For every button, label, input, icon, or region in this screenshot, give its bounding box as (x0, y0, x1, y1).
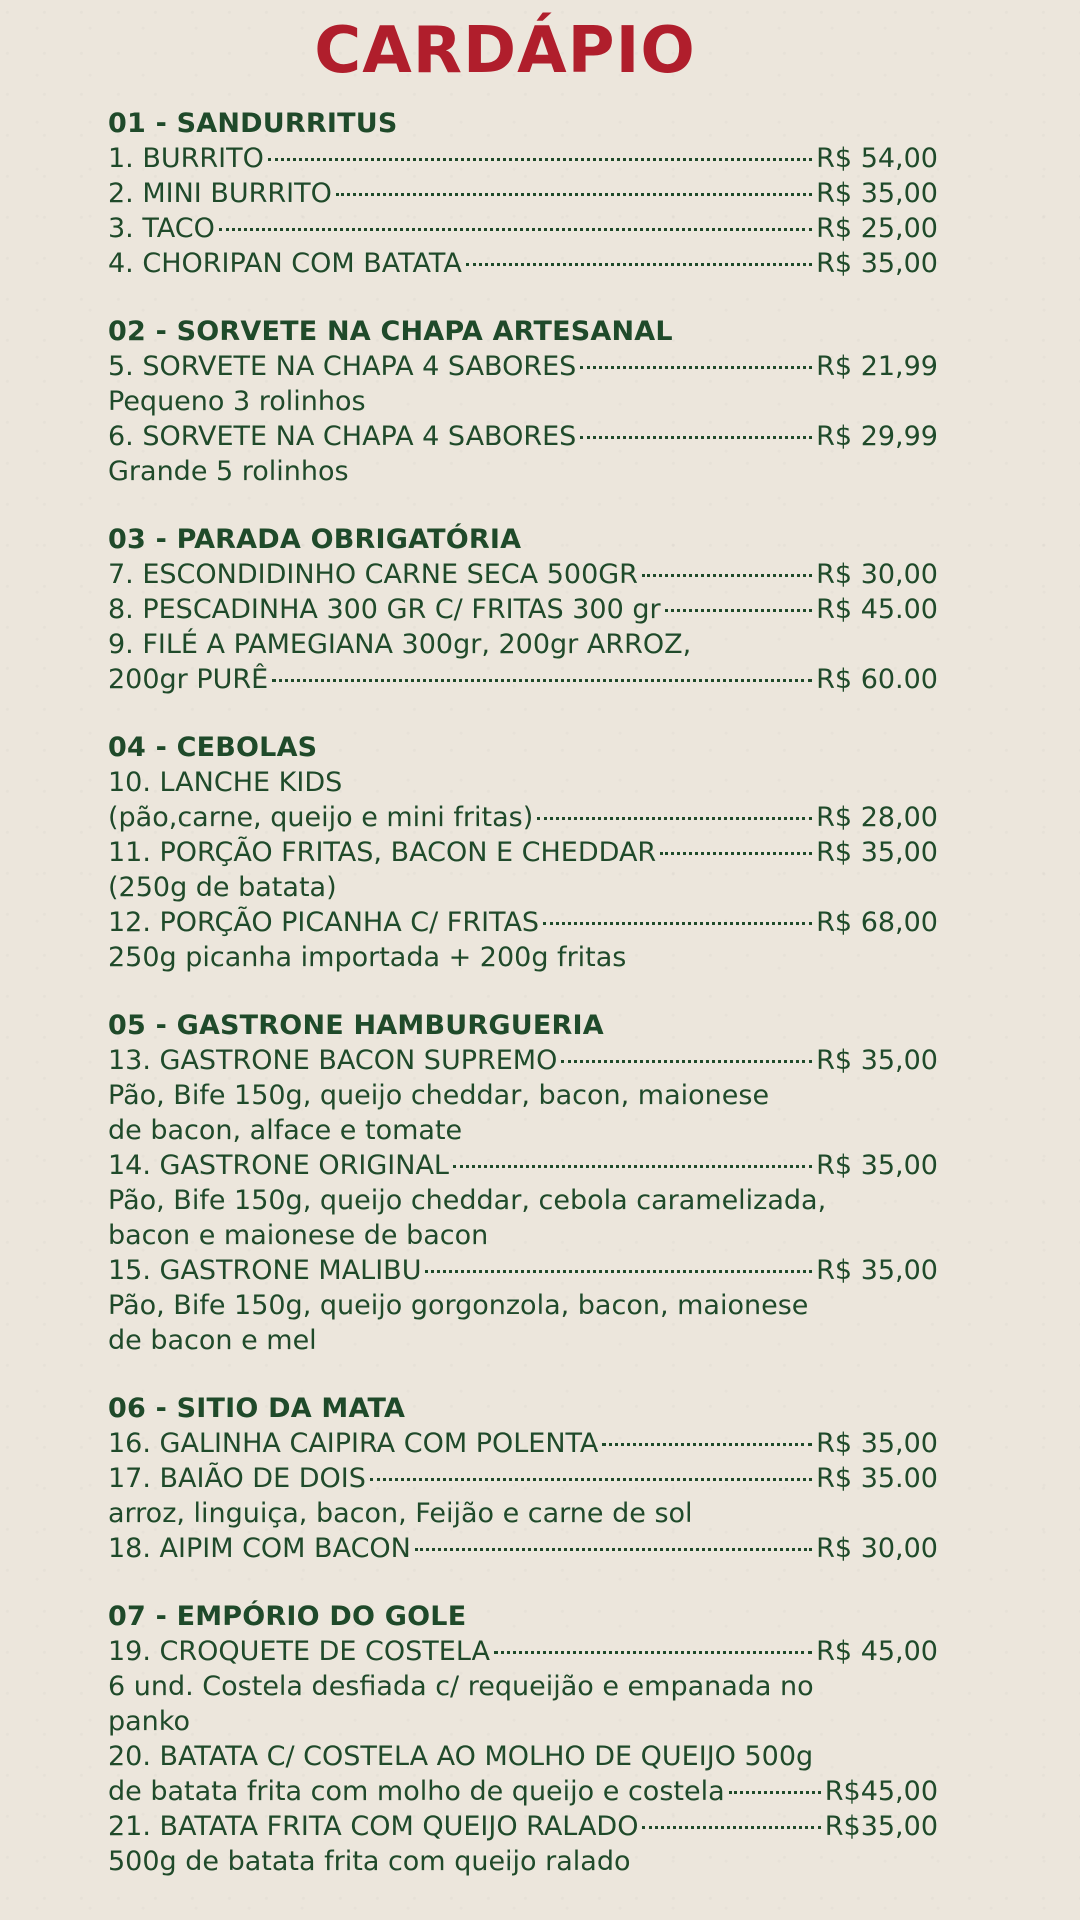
item-price: R$ 45,00 (816, 1636, 938, 1667)
item-price: R$35,00 (824, 1811, 938, 1842)
dot-leader (729, 1791, 821, 1794)
item-name: 2. MINI BURRITO (108, 178, 332, 209)
item-price: R$ 54,00 (816, 143, 938, 174)
dot-leader (415, 1548, 812, 1551)
item-price: R$ 35,00 (816, 178, 938, 209)
item-price: R$ 35,00 (816, 837, 938, 868)
dot-leader (466, 263, 812, 266)
item-name: 21. BATATA FRITA COM QUEIJO RALADO (108, 1811, 639, 1842)
dot-leader (370, 1478, 812, 1481)
item-description: (250g de batata) (108, 872, 337, 903)
dot-leader (272, 679, 812, 682)
item-description: de bacon, alface e tomate (108, 1115, 463, 1146)
item-price: R$ 35,00 (816, 1150, 938, 1181)
dot-leader (453, 1165, 812, 1168)
item-price: R$ 30,00 (816, 1533, 938, 1564)
item-name: 14. GASTRONE ORIGINAL (108, 1150, 449, 1181)
menu-item (108, 1461, 938, 1496)
item-price: R$ 28,00 (816, 802, 938, 833)
item-name: 8. PESCADINHA 300 GR C/ FRITAS 300 gr (108, 594, 661, 625)
item-description: 250g picanha importada + 200g fritas (108, 942, 627, 973)
dot-leader (268, 158, 812, 161)
menu-section (108, 522, 938, 697)
menu-item (108, 1809, 938, 1844)
item-price: R$ 68,00 (816, 907, 938, 938)
item-name: 13. GASTRONE BACON SUPREMO (108, 1045, 558, 1076)
item-price: R$ 35,00 (816, 1045, 938, 1076)
dot-leader (665, 609, 813, 612)
item-description: arroz, linguiça, bacon, Feijão e carne de sol (108, 1498, 693, 1529)
item-name: 1. BURRITO (108, 143, 264, 174)
dot-leader (580, 366, 812, 369)
menu-item (108, 141, 938, 176)
item-name: 11. PORÇÃO FRITAS, BACON E CHEDDAR (108, 837, 657, 868)
item-description: 20. BATATA C/ COSTELA AO MOLHO DE QUEIJO 500g (108, 1741, 814, 1772)
menu-section (108, 730, 938, 975)
section-heading: 05 - GASTRONE HAMBURGUERIA (108, 1010, 604, 1041)
dot-leader (425, 1270, 812, 1273)
item-name: 5. SORVETE NA CHAPA 4 SABORES (108, 351, 577, 382)
item-price: R$ 25,00 (816, 213, 938, 244)
item-name: 200gr PURÊ (108, 664, 269, 695)
menu-item (108, 557, 938, 592)
item-price: R$ 60.00 (816, 664, 938, 695)
item-name: 12. PORÇÃO PICANHA C/ FRITAS (108, 907, 540, 938)
item-description: de bacon e mel (108, 1325, 317, 1356)
menu-item (108, 176, 938, 211)
dot-leader (642, 574, 812, 577)
item-name: 18. AIPIM COM BACON (108, 1533, 411, 1564)
item-price: R$ 35,00 (816, 1428, 938, 1459)
item-description: Pão, Bife 150g, queijo gorgonzola, bacon, maionese (108, 1290, 809, 1321)
item-price: R$ 35,00 (816, 248, 938, 279)
menu-item (108, 349, 938, 384)
item-price: R$45,00 (824, 1776, 938, 1807)
dot-leader (642, 1826, 820, 1829)
item-price: R$ 21,99 (816, 351, 938, 382)
item-description: Pequeno 3 rolinhos (108, 386, 366, 417)
menu-item (108, 1426, 938, 1461)
dot-leader (580, 436, 812, 439)
dot-leader (602, 1443, 812, 1446)
menu-item (108, 800, 938, 835)
dot-leader (494, 1651, 812, 1654)
menu-section (108, 314, 938, 489)
menu-section (108, 1599, 938, 1879)
dot-leader (336, 193, 812, 196)
item-description: Pão, Bife 150g, queijo cheddar, bacon, maionese (108, 1080, 770, 1111)
item-description: 500g de batata frita com queijo ralado (108, 1846, 631, 1877)
menu-section (108, 1008, 938, 1358)
menu-item (108, 1634, 938, 1669)
menu-section (108, 1391, 938, 1566)
menu-item (108, 662, 938, 697)
menu-item (108, 905, 938, 940)
dot-leader (537, 817, 812, 820)
item-description: 9. FILÉ A PAMEGIANA 300gr, 200gr ARROZ, (108, 629, 692, 660)
menu-list (108, 106, 938, 1912)
menu-title: CARDÁPIO (314, 14, 696, 88)
item-price: R$ 35,00 (816, 1255, 938, 1286)
menu-item (108, 246, 938, 281)
item-name: 19. CROQUETE DE COSTELA (108, 1636, 490, 1667)
section-heading: 04 - CEBOLAS (108, 732, 318, 763)
item-name: (pão,carne, queijo e mini fritas) (108, 802, 534, 833)
item-name: 3. TACO (108, 213, 215, 244)
dot-leader (660, 852, 812, 855)
item-description: Pão, Bife 150g, queijo cheddar, cebola caramelizada, (108, 1185, 827, 1216)
section-heading: 01 - SANDURRITUS (108, 108, 398, 139)
menu-item (108, 1253, 938, 1288)
menu-item (108, 211, 938, 246)
menu-item (108, 592, 938, 627)
menu-item (108, 419, 938, 454)
section-heading: 03 - PARADA OBRIGATÓRIA (108, 524, 522, 555)
item-name: 7. ESCONDIDINHO CARNE SECA 500GR (108, 559, 638, 590)
item-price: R$ 30,00 (816, 559, 938, 590)
menu-section (108, 106, 938, 281)
item-description: bacon e maionese de bacon (108, 1220, 489, 1251)
section-heading: 07 - EMPÓRIO DO GOLE (108, 1601, 467, 1632)
section-heading: 02 - SORVETE NA CHAPA ARTESANAL (108, 316, 673, 347)
dot-leader (561, 1060, 812, 1063)
dot-leader (543, 922, 812, 925)
item-name: de batata frita com molho de queijo e costela (108, 1776, 725, 1807)
menu-item (108, 1531, 938, 1566)
item-price: R$ 45.00 (816, 594, 938, 625)
item-description: 10. LANCHE KIDS (108, 767, 343, 798)
menu-item (108, 1148, 938, 1183)
menu-item (108, 1774, 938, 1809)
item-description: Grande 5 rolinhos (108, 456, 349, 487)
item-name: 16. GALINHA CAIPIRA COM POLENTA (108, 1428, 599, 1459)
item-name: 4. CHORIPAN COM BATATA (108, 248, 462, 279)
item-name: 15. GASTRONE MALIBU (108, 1255, 422, 1286)
item-name: 17. BAIÃO DE DOIS (108, 1463, 366, 1494)
menu-item (108, 1043, 938, 1078)
item-description: panko (108, 1706, 190, 1737)
section-heading: 06 - SITIO DA MATA (108, 1393, 406, 1424)
item-price: R$ 35.00 (816, 1463, 938, 1494)
dot-leader (219, 228, 812, 231)
item-name: 6. SORVETE NA CHAPA 4 SABORES (108, 421, 577, 452)
menu-item (108, 835, 938, 870)
item-price: R$ 29,99 (816, 421, 938, 452)
item-description: 6 und. Costela desfiada c/ requeijão e empanada no (108, 1671, 814, 1702)
